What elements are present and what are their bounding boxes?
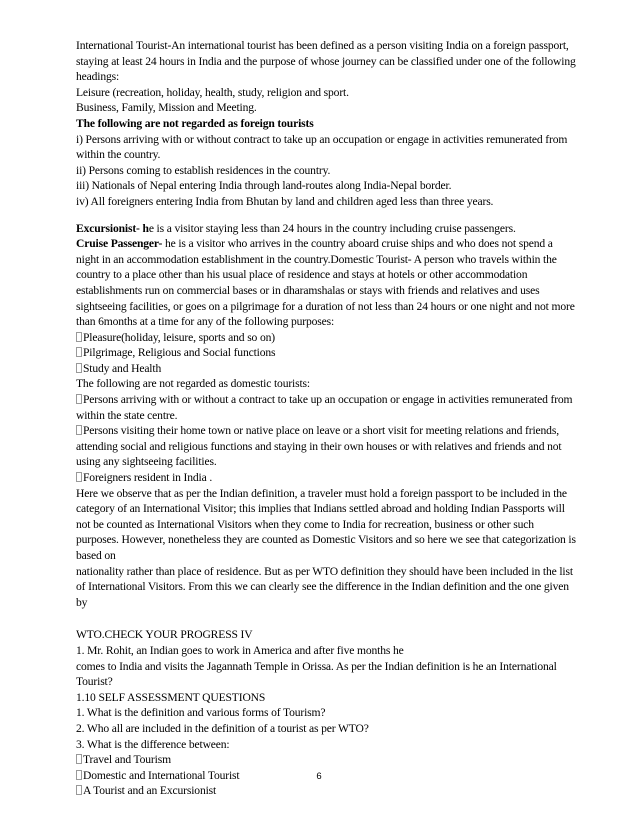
not-foreign-item: i) Persons arriving with or without contract to take up an occupation or engage in activities remunerated from within the country. [76,132,568,162]
assessment-question: 3. What is the difference between: [76,737,230,751]
comparison-item: Travel and Tourism [76,752,578,768]
excursionist-label: Excursionist- h [76,221,149,235]
page-number: 6 [316,771,322,782]
progress-question: 1. Mr. Rohit, an Indian goes to work in America and after five months he [76,643,404,657]
not-foreign-item: iii) Nationals of Nepal entering India through land-routes along India-Nepal border. [76,179,452,193]
heading-business: Business, Family, Mission and Meeting. [76,101,257,115]
spacer [76,210,578,221]
assessment-question: 1. What is the definition and various forms of Tourism? [76,706,326,720]
purpose-item: Pilgrimage, Religious and Social functions [76,345,578,361]
not-domestic-item: Foreigners resident in India . [76,470,578,486]
comparison-item: A Tourist and an Excursionist [76,783,578,799]
cruise-label: Cruise Passenger- [76,237,163,251]
cruise-text: he is a visitor who arrives in the country aboard cruise ships and who does not spend a night in an accommodation establishment in the country.Domestic Tourist- A person who travels within the country to a place other than his usual place of residence and stays at hotels or other accommodation establishments run on commercial bases or in dharamshalas or stays with friends and relatives and uses sightseeing facilities, or goes on a pilgrimage for a duration of not less than 24 hours or one night and not more than 6months at a time for any of the following purposes: [76,237,575,329]
progress-heading: WTO.CHECK YOUR PROGRESS IV [76,628,253,642]
not-domestic-item: Persons arriving with or without a contract to take up an occupation or engage in activities remunerated from within the state centre. [76,392,578,423]
not-foreign-item: ii) Persons coming to establish residences in the country. [76,163,331,177]
observation-paragraph: Here we observe that as per the Indian definition, a traveler must hold a foreign passport to be included in the category of an International Visitor; this implies that Indians settled abroad and holding Indian Passports will not be counted as International Visitors when they come to India for recreation, business or other such purposes. However, nonetheless they are counted as Domestic Visitors and so here we see that categorization is based on [76,486,576,562]
purpose-item: Study and Health [76,361,578,377]
not-domestic-heading: The following are not regarded as domestic tourists: [76,377,310,391]
comparison-item: Domestic and International Tourist [76,768,578,784]
cruise-definition [76,236,578,330]
page-content [76,38,578,799]
heading-leisure: Leisure (recreation, holiday, health, study, religion and sport. [76,85,349,99]
excursionist-text: e is a visitor staying less than 24 hours in the country including cruise passengers. [148,221,516,235]
excursionist-definition [76,221,578,237]
spacer [76,610,578,627]
progress-question-continued: comes to India and visits the Jagannath Temple in Orissa. As per the Indian definition is he an International Tourist? [76,659,557,689]
assessment-question: 2. Who all are included in the definition of a tourist as per WTO? [76,721,369,735]
assessment-heading: 1.10 SELF ASSESSMENT QUESTIONS [76,690,266,704]
observation-paragraph-continued: nationality rather than place of residence. But as per WTO definition they should have been included in the list of International Visitors. From this we can clearly see the difference in the Indian definition and the one given by [76,564,573,609]
not-foreign-heading: The following are not regarded as foreign tourists [76,116,314,130]
not-foreign-item: iv) All foreigners entering India from Bhutan by land and children aged less than three years. [76,194,494,208]
not-domestic-item: Persons visiting their home town or native place on leave or a short visit for meeting relations and friends, attending social and religious functions and staying in their own houses or with relatives and friends and not using any sightseeing facilities. [76,423,578,470]
intro-paragraph: International Tourist-An international tourist has been defined as a person visiting India on a foreign passport, staying at least 24 hours in India and the purpose of whose journey can be classified under one of the following headings: [76,39,576,84]
purpose-item: Pleasure(holiday, leisure, sports and so on) [76,330,578,346]
